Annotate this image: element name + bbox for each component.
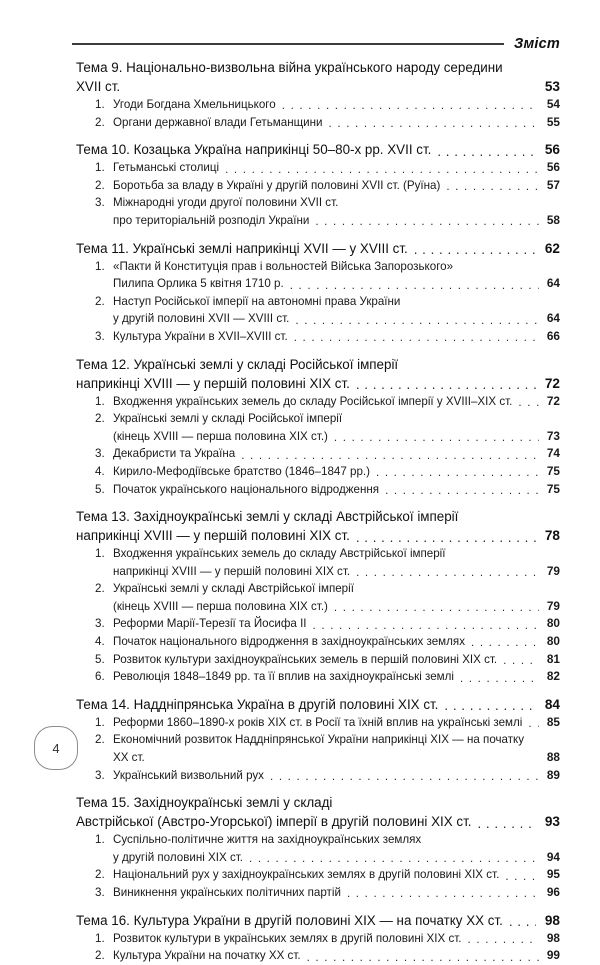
toc-item[interactable] xyxy=(76,177,560,195)
toc-item-number: 1. xyxy=(95,715,105,729)
toc-item-page-number: 94 xyxy=(546,849,560,864)
toc-topic-row xyxy=(76,58,560,96)
toc-item-row xyxy=(113,159,560,177)
toc-item[interactable] xyxy=(76,866,560,884)
toc-item-page-number: 99 xyxy=(546,948,560,963)
toc-item-label: Початок українського національного відродження xyxy=(113,482,380,496)
dot-leader xyxy=(313,621,539,633)
toc-item-page-number: 80 xyxy=(546,634,560,649)
dot-leader xyxy=(334,604,539,616)
toc-item-label: наприкінці XVIII — у першій половині XIX ст. xyxy=(113,564,351,578)
toc-item-label: Органи державної влади Гетьманщини xyxy=(113,115,323,129)
toc-item-label: Розвиток культури в українських землях в другій половині XIX ст. xyxy=(113,931,462,945)
toc-item[interactable] xyxy=(76,393,560,411)
toc-item[interactable] xyxy=(76,651,560,669)
toc-item-page-number: 88 xyxy=(546,750,560,765)
toc-item-number: 1. xyxy=(95,259,105,273)
running-header xyxy=(72,36,560,52)
toc-item-body xyxy=(113,293,560,328)
toc-item-row xyxy=(113,866,560,884)
header-rule xyxy=(72,43,504,45)
dot-leader xyxy=(444,700,536,713)
toc-item-row xyxy=(113,849,560,867)
dot-leader xyxy=(376,469,539,481)
toc-item-number: 1. xyxy=(95,98,105,111)
toc-item-body xyxy=(113,410,560,445)
toc-topic-page-number: 72 xyxy=(544,375,560,391)
toc-item-body xyxy=(113,194,560,229)
toc-item-body xyxy=(113,651,560,669)
toc-item[interactable] xyxy=(76,410,560,445)
toc-item-number: 3. xyxy=(95,886,105,899)
toc-group xyxy=(76,695,560,784)
toc-group xyxy=(76,911,560,965)
toc-item-page-number: 72 xyxy=(546,393,560,408)
toc-item-number: 2. xyxy=(95,412,105,426)
toc-item[interactable] xyxy=(76,96,560,114)
toc-item-number: 2. xyxy=(95,582,105,596)
toc-item-number: 3. xyxy=(95,617,105,631)
toc-item-list xyxy=(76,714,560,784)
toc-item-body xyxy=(113,947,560,965)
toc-item-row xyxy=(113,615,560,633)
toc-item-label: (кінець XVIII — перша половина XIX ст.) xyxy=(113,429,328,443)
toc-item-body xyxy=(113,767,560,785)
page-number: 4 xyxy=(52,740,60,756)
toc-item-page-number: 66 xyxy=(546,328,560,343)
toc-topic-row xyxy=(76,140,560,159)
toc-topic-page-number: 84 xyxy=(544,696,560,712)
toc-item-body xyxy=(113,714,560,732)
toc-item[interactable] xyxy=(76,545,560,580)
toc-item-row xyxy=(113,481,560,499)
toc-item-page-number: 73 xyxy=(546,428,560,443)
toc-item-number: 3. xyxy=(95,329,105,343)
toc-item[interactable] xyxy=(76,633,560,651)
toc-item-body xyxy=(113,884,560,902)
toc-topic-page-number: 56 xyxy=(544,142,560,158)
toc-topic-row xyxy=(76,374,560,393)
toc-item[interactable] xyxy=(76,293,560,328)
toc-item-body xyxy=(113,615,560,633)
toc-item-label: Економічний розвиток Наддніпрянської України наприкінці XIX — на початку XX ст. xyxy=(113,733,528,765)
toc-item-row xyxy=(113,463,560,481)
page-title: Зміст xyxy=(513,36,560,52)
toc-item-number: 1. xyxy=(95,833,105,847)
toc-item-page-number: 58 xyxy=(546,212,560,227)
toc-item[interactable] xyxy=(76,159,560,177)
toc-item-page-number: 81 xyxy=(546,651,560,666)
dot-leader xyxy=(446,183,539,195)
toc-topic-page-number: 78 xyxy=(544,528,560,544)
toc-item[interactable] xyxy=(76,767,560,785)
toc-item-line: «Пакти й Конституція прав і вольностей Війська Запорозького» xyxy=(113,259,454,273)
dot-leader xyxy=(509,916,536,929)
toc-item-label: Національний рух у західноукраїнських землях в другій половині XIX ст. xyxy=(113,868,500,882)
dot-leader xyxy=(437,146,536,159)
toc-item-line: Міжнародні угоди другої половини XVII ст. xyxy=(113,196,339,210)
dot-leader xyxy=(414,244,536,257)
toc-item-body xyxy=(113,831,560,866)
toc-item-row xyxy=(113,212,560,230)
toc-topic-line: Тема 13. Західноукраїнські землі у складі Австрійської імперії xyxy=(76,509,459,525)
toc-item-body xyxy=(113,159,560,177)
toc-item-body xyxy=(113,463,560,481)
toc-topic[interactable] xyxy=(76,793,560,831)
toc-topic-page-number: 53 xyxy=(544,79,560,94)
toc-item-label: Боротьба за владу в Україні у другій половині XVII ст. (Руїна) xyxy=(113,178,441,192)
toc-item-page-number: 96 xyxy=(546,885,560,899)
toc-topic-label: Тема 9. Національно-визвольна війна українського народу середини XVII ст. xyxy=(76,60,507,94)
toc-item-row xyxy=(113,767,560,785)
toc-item-number: 5. xyxy=(95,482,105,496)
toc-item-row xyxy=(113,651,560,669)
toc-item-label: Угоди Богдана Хмельницького xyxy=(113,98,276,111)
dot-leader xyxy=(356,532,536,545)
toc-item-label: у другій половині XIX ст. xyxy=(113,850,243,864)
dot-leader xyxy=(347,890,539,902)
toc-item[interactable] xyxy=(76,194,560,229)
toc-item-row xyxy=(113,310,560,328)
toc-item[interactable] xyxy=(76,884,560,902)
dot-leader xyxy=(356,379,536,392)
toc-item-label: Декабристи та Україна xyxy=(113,447,236,461)
dot-leader xyxy=(294,334,539,346)
toc-item-line: Суспільно-політичне життя на західноукраїнських землях xyxy=(113,833,422,847)
toc-topic-row xyxy=(76,911,560,930)
toc-topic-page-number: 98 xyxy=(544,912,560,928)
toc-item-row xyxy=(113,96,560,114)
toc-item-row xyxy=(113,598,560,616)
toc-item-number: 6. xyxy=(95,670,105,684)
toc-item-page-number: 75 xyxy=(546,463,560,478)
dot-leader xyxy=(334,434,539,446)
toc-item-line: Українські землі у складі Австрійської імперії xyxy=(113,582,354,596)
toc-item-number: 3. xyxy=(95,196,105,210)
dot-leader xyxy=(518,399,539,411)
toc-item-number: 4. xyxy=(95,635,105,649)
toc-item[interactable] xyxy=(76,714,560,732)
toc-item-page-number: 82 xyxy=(546,669,560,684)
toc-item-label: Виникнення українських політичних партій xyxy=(113,886,341,899)
toc-topic-page-number: 62 xyxy=(544,240,560,256)
toc-topic-row xyxy=(76,695,560,714)
toc-topic[interactable] xyxy=(76,140,560,159)
toc-item-label: Культура України на початку XX ст. xyxy=(113,949,301,963)
toc-item[interactable] xyxy=(76,668,560,686)
toc-item-page-number: 74 xyxy=(546,446,560,461)
toc-item-page-number: 85 xyxy=(546,714,560,729)
toc-item-row xyxy=(113,275,560,293)
toc-item-list xyxy=(76,831,560,901)
dot-leader xyxy=(282,102,539,114)
toc-item-body xyxy=(113,114,560,132)
toc-item-number: 3. xyxy=(95,768,105,782)
toc-group xyxy=(76,239,560,346)
toc-topic-label: Тема 10. Козацька Україна наприкінці 50–80-х рр. XVII ст. xyxy=(76,142,432,158)
toc-item-page-number: 89 xyxy=(546,767,560,782)
toc-item-page-number: 75 xyxy=(546,481,560,496)
toc-item-page-number: 56 xyxy=(546,160,560,175)
toc-item-row xyxy=(113,114,560,132)
toc-item-body xyxy=(113,177,560,195)
toc-item-number: 1. xyxy=(95,931,105,945)
toc-item[interactable] xyxy=(76,930,560,948)
toc-item-row xyxy=(113,714,560,732)
toc-item-number: 2. xyxy=(95,178,105,192)
toc-item-number: 2. xyxy=(95,949,105,963)
toc-item-row xyxy=(113,930,560,948)
toc-item-row xyxy=(113,177,560,195)
toc-item-label: у другій половині XVII — XVIII ст. xyxy=(113,312,290,326)
toc-item-label: Розвиток культури західноукраїнських земель в першій половині XIX ст. xyxy=(113,652,498,666)
toc-item[interactable] xyxy=(76,258,560,293)
toc-topic-row xyxy=(76,526,560,545)
toc-item-page-number: 55 xyxy=(546,114,560,129)
toc-item-list xyxy=(76,393,560,499)
dot-leader xyxy=(471,639,539,651)
toc-topic-page-number: 93 xyxy=(544,814,560,830)
toc-item-body xyxy=(113,668,560,686)
table-of-contents xyxy=(76,58,560,965)
toc-item-label: (кінець XVIII — перша половина XIX ст.) xyxy=(113,599,328,613)
toc-item-body xyxy=(113,930,560,948)
toc-item[interactable] xyxy=(76,445,560,463)
toc-item-body xyxy=(113,731,560,766)
toc-item-label: Український визвольний рух xyxy=(113,768,264,782)
toc-topic-label: Австрійської (Австро-Угорської) імперії в другій половині XIX ст. xyxy=(76,814,472,830)
toc-item-row xyxy=(113,328,560,346)
toc-item-label: Реформи Марії-Терезії та Йосифа II xyxy=(113,617,307,631)
toc-item-page-number: 64 xyxy=(546,311,560,326)
toc-item-page-number: 79 xyxy=(546,563,560,578)
toc-topic-line: Тема 12. Українські землі у складі Російської імперії xyxy=(76,356,399,372)
toc-item-body xyxy=(113,580,560,615)
dot-leader xyxy=(477,818,536,831)
dot-leader xyxy=(356,569,539,581)
toc-item-line: Наступ Російської імперії на автономні права України xyxy=(113,294,401,308)
toc-item-label: Кирило-Мефодіївське братство (1846–1847 рр.) xyxy=(113,464,370,478)
dot-leader xyxy=(468,936,539,948)
toc-item-line: Українські землі у складі Російської імперії xyxy=(113,412,343,426)
toc-item-row xyxy=(113,428,560,446)
toc-item-page-number: 79 xyxy=(546,598,560,613)
toc-item-label: Пилипа Орлика 5 квітня 1710 р. xyxy=(113,277,284,291)
toc-item[interactable] xyxy=(76,463,560,481)
toc-topic-label: Тема 16. Культура України в другій половині XIX — на початку XX ст. xyxy=(76,912,503,928)
toc-item-page-number: 54 xyxy=(546,97,560,111)
toc-item-line: Входження українських земель до складу Австрійської імперії xyxy=(113,547,446,561)
toc-item[interactable] xyxy=(76,328,560,346)
toc-group xyxy=(76,140,560,229)
dot-leader xyxy=(385,487,539,499)
toc-topic-label: наприкінці XVIII — у першій половині XIX ст. xyxy=(76,375,350,391)
dot-leader xyxy=(307,953,539,965)
toc-item-label: про територіальній розподіл України xyxy=(113,213,310,227)
toc-item-label: Початок національного відродження в західноукраїнських землях xyxy=(113,635,465,649)
toc-item-page-number: 64 xyxy=(546,276,560,291)
toc-item[interactable] xyxy=(76,114,560,132)
toc-topic-row xyxy=(76,239,560,258)
toc-item-row xyxy=(113,947,560,965)
dot-leader xyxy=(329,120,539,132)
toc-topic-label: наприкінці XVIII — у першій половині XIX ст. xyxy=(76,528,350,544)
toc-group xyxy=(76,793,560,901)
toc-item-label: Гетьманські столиці xyxy=(113,161,220,175)
toc-item-list xyxy=(76,545,560,686)
toc-item-row xyxy=(113,563,560,581)
dot-leader xyxy=(528,720,539,732)
toc-item-row xyxy=(113,668,560,686)
toc-item-row xyxy=(113,884,560,902)
toc-item-number: 1. xyxy=(95,161,105,175)
dot-leader xyxy=(505,872,539,884)
toc-item-label: Культура України в XVII–XVIII ст. xyxy=(113,329,288,343)
dot-leader xyxy=(225,165,539,177)
toc-item-body xyxy=(113,633,560,651)
toc-item-row xyxy=(113,633,560,651)
toc-topic[interactable] xyxy=(76,355,560,393)
toc-item-body xyxy=(113,328,560,346)
toc-item[interactable] xyxy=(76,481,560,499)
toc-item[interactable] xyxy=(76,731,560,766)
toc-item-label: Входження українських земель до складу Російської імперії у XVIII–XIX ст. xyxy=(113,394,513,408)
toc-item-page-number: 80 xyxy=(546,616,560,631)
toc-item-number: 2. xyxy=(95,868,105,882)
dot-leader xyxy=(315,218,539,230)
dot-leader xyxy=(249,855,539,867)
page-number-badge xyxy=(34,726,78,770)
toc-group xyxy=(76,58,560,131)
toc-topic[interactable] xyxy=(76,911,560,930)
toc-item-body xyxy=(113,866,560,884)
dot-leader xyxy=(503,657,539,669)
toc-item-row xyxy=(113,393,560,411)
toc-item-page-number: 95 xyxy=(546,867,560,882)
toc-item-number: 5. xyxy=(95,652,105,666)
toc-group xyxy=(76,507,560,686)
toc-group xyxy=(76,355,560,499)
toc-item[interactable] xyxy=(76,947,560,965)
dot-leader xyxy=(270,773,539,785)
toc-item-number: 3. xyxy=(95,447,105,461)
toc-item-row xyxy=(113,445,560,463)
toc-item-body xyxy=(113,96,560,114)
toc-topic-label: Тема 14. Наддніпрянська Україна в другій половині XIX ст. xyxy=(76,696,439,712)
toc-topic-line: Тема 15. Західноукраїнські землі у складі xyxy=(76,795,333,811)
toc-item-body xyxy=(113,258,560,293)
dot-leader xyxy=(241,451,539,463)
toc-item-number: 1. xyxy=(95,547,105,561)
toc-item-number: 2. xyxy=(95,294,105,308)
toc-item[interactable] xyxy=(76,615,560,633)
toc-item-page-number: 98 xyxy=(546,930,560,945)
toc-topic[interactable] xyxy=(76,239,560,258)
toc-item[interactable] xyxy=(76,831,560,866)
toc-item-body xyxy=(113,481,560,499)
toc-item-number: 2. xyxy=(95,115,105,129)
dot-leader xyxy=(460,674,539,686)
toc-item-row xyxy=(113,731,560,766)
toc-item-number: 2. xyxy=(95,733,105,747)
toc-item-list xyxy=(76,258,560,346)
toc-item-page-number: 57 xyxy=(546,177,560,192)
toc-item-body xyxy=(113,545,560,580)
toc-topic-label: Тема 11. Українські землі наприкінці XVII — у XVIII ст. xyxy=(76,240,408,256)
dot-leader xyxy=(290,281,539,293)
toc-topic[interactable] xyxy=(76,58,560,96)
toc-item-number: 1. xyxy=(95,394,105,408)
toc-item-list xyxy=(76,930,560,965)
toc-item-list xyxy=(76,96,560,131)
toc-item[interactable] xyxy=(76,580,560,615)
toc-item-list xyxy=(76,159,560,229)
toc-topic[interactable] xyxy=(76,507,560,545)
toc-topic-row xyxy=(76,812,560,831)
toc-item-number: 4. xyxy=(95,464,105,478)
toc-item-label: Революція 1848–1849 рр. та її вплив на західноукраїнські землі xyxy=(113,670,454,684)
dot-leader xyxy=(295,316,539,328)
toc-item-label: Реформи 1860–1890-х років XIX ст. в Росії та їхній вплив на українські землі xyxy=(113,715,523,729)
toc-topic[interactable] xyxy=(76,695,560,714)
toc-item-body xyxy=(113,445,560,463)
toc-item-body xyxy=(113,393,560,411)
